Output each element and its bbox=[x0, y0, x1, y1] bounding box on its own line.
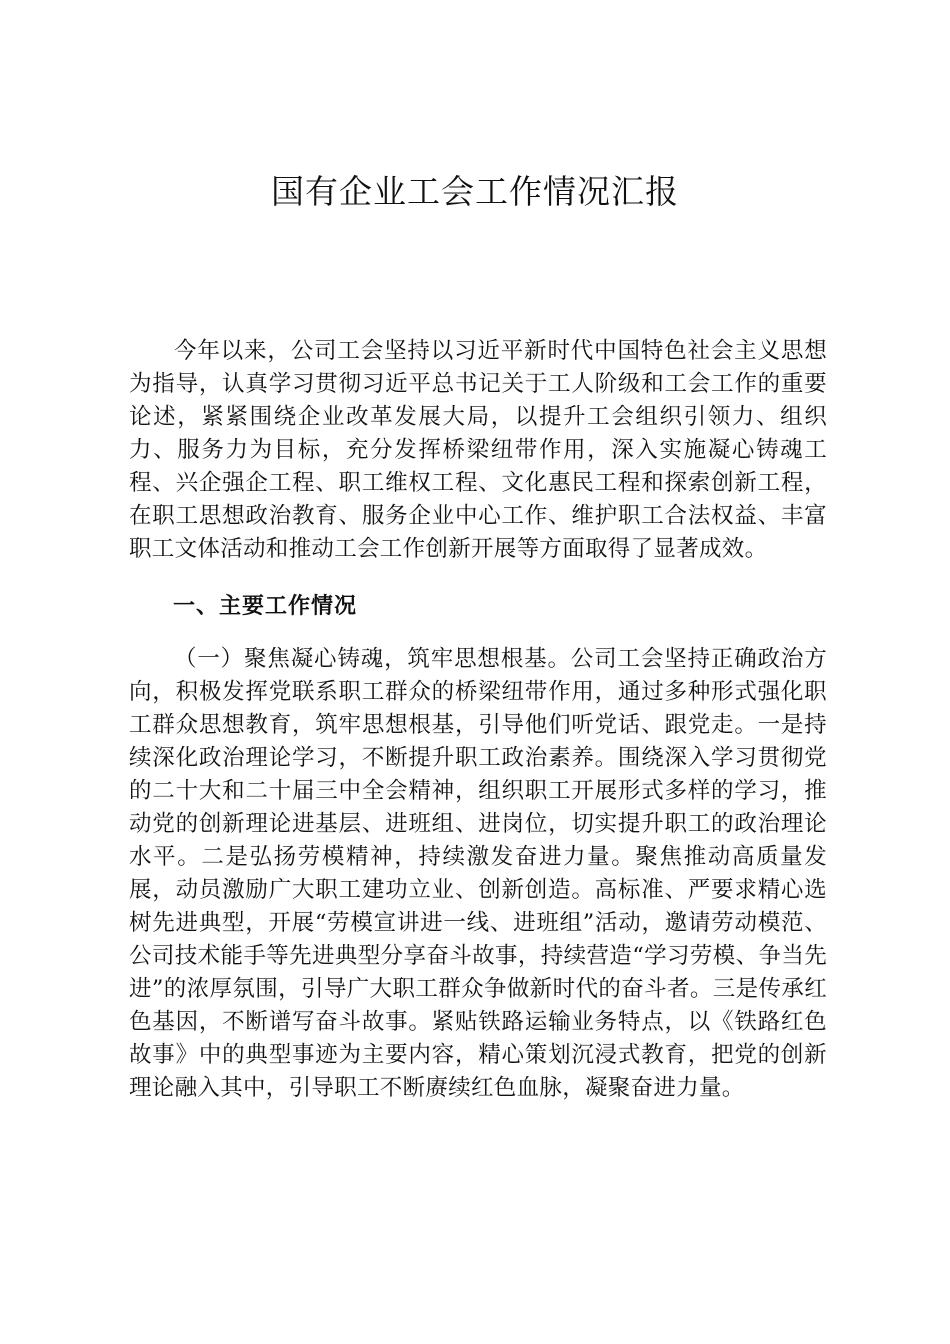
section-1 bbox=[129, 643, 827, 1105]
section-heading-main-work: 一、主要工作情况 bbox=[173, 594, 358, 619]
section-1-paragraph: （一）聚焦凝心铸魂，筑牢思想根基。公司工会坚持正确政治方向，积极发挥党联系职工群众的桥梁纽带作用，通过多种形式强化职工群众思想教育，筑牢思想根基，引导他们听党话、跟党走。一是持续深化政治理论学习，不断提升职工政治素养。围绕深入学习贯彻党的二十大和二十届三中全会精神，组织职工开展形式多样的学习，推动党的创新理论进基层、进班组、进岗位，切实提升职工的政治理论水平。二是弘扬劳模精神，持续激发奋进力量。聚焦推动高质量发展，动员激励广大职工建功立业、创新创造。高标准、严要求精心选树先进典型，开展“劳模宣讲进一线、进班组”活动，邀请劳动模范、公司技术能手等先进典型分享奋斗故事，持续营造“学习劳模、争当先进”的浓厚氛围，引导广大职工群众争做新时代的奋斗者。三是传承红色基因，不断谱写奋斗故事。紧贴铁路运输业务特点，以《铁路红色故事》中的典型事迹为主要内容，精心策划沉浸式教育，把党的创新理论融入其中，引导职工不断赓续红色血脉，凝聚奋进力量。 bbox=[129, 646, 827, 1101]
document-title: 国有企业工会工作情况汇报 bbox=[271, 172, 679, 211]
intro-paragraph: 今年以来，公司工会坚持以习近平新时代中国特色社会主义思想为指导，认真学习贯彻习近平总书记关于工人阶级和工会工作的重要论述，紧紧围绕企业改革发展大局，以提升工会组织引领力、组织力、服务力为目标，充分发挥桥梁纽带作用，深入实施凝心铸魂工程、兴企强企工程、职工维权工程、文化惠民工程和探索创新工程，在职工思想政治教育、服务企业中心工作、维护职工合法权益、丰富职工文体活动和推动工会工作创新开展等方面取得了显著成效。 bbox=[129, 338, 827, 562]
intro-section bbox=[129, 335, 827, 566]
